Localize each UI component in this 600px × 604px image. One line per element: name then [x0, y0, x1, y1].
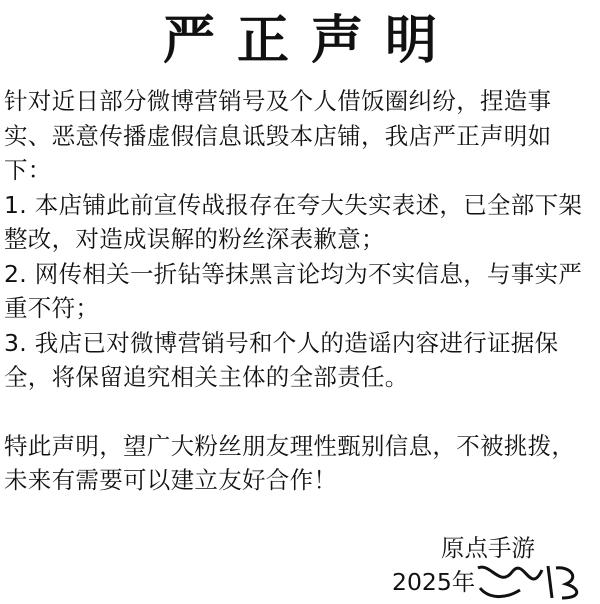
statement-intro: 针对近日部分微博营销号及个人借饭圈纠纷，捏造事实、恶意传播虚假信息诋毁本店铺，我店严正声明如下：	[4, 87, 552, 184]
statement-closing: 特此声明，望广大粉丝朋友理性甄别信息，不被挑拨，未来有需要可以建立友好合作！	[4, 431, 576, 494]
statement-body	[4, 84, 596, 498]
statement-item-1: 1. 本店铺此前宣传战报存在夸大失实表述，已全部下架整改，对造成误解的粉丝深表歉意；	[4, 190, 583, 253]
redaction-scribble-1	[478, 567, 542, 579]
statement-item-3: 3. 我店已对微博营销号和个人的造谣内容进行证据保全，将保留追究相关主体的全部责任。	[4, 328, 559, 391]
statement-date: 2025年	[392, 568, 476, 596]
redaction-scribble-2	[548, 566, 577, 598]
statement-item-2: 2. 网传相关一折钻等抹黑言论均为不实信息，与事实严重不符；	[4, 259, 583, 322]
redaction-scribble-3	[480, 588, 520, 597]
redacted-date-smudge	[470, 558, 600, 604]
paragraph-spacer	[4, 395, 596, 429]
statement-signer: 原点手游	[441, 534, 535, 562]
statement-title: 严正声明	[162, 11, 459, 71]
